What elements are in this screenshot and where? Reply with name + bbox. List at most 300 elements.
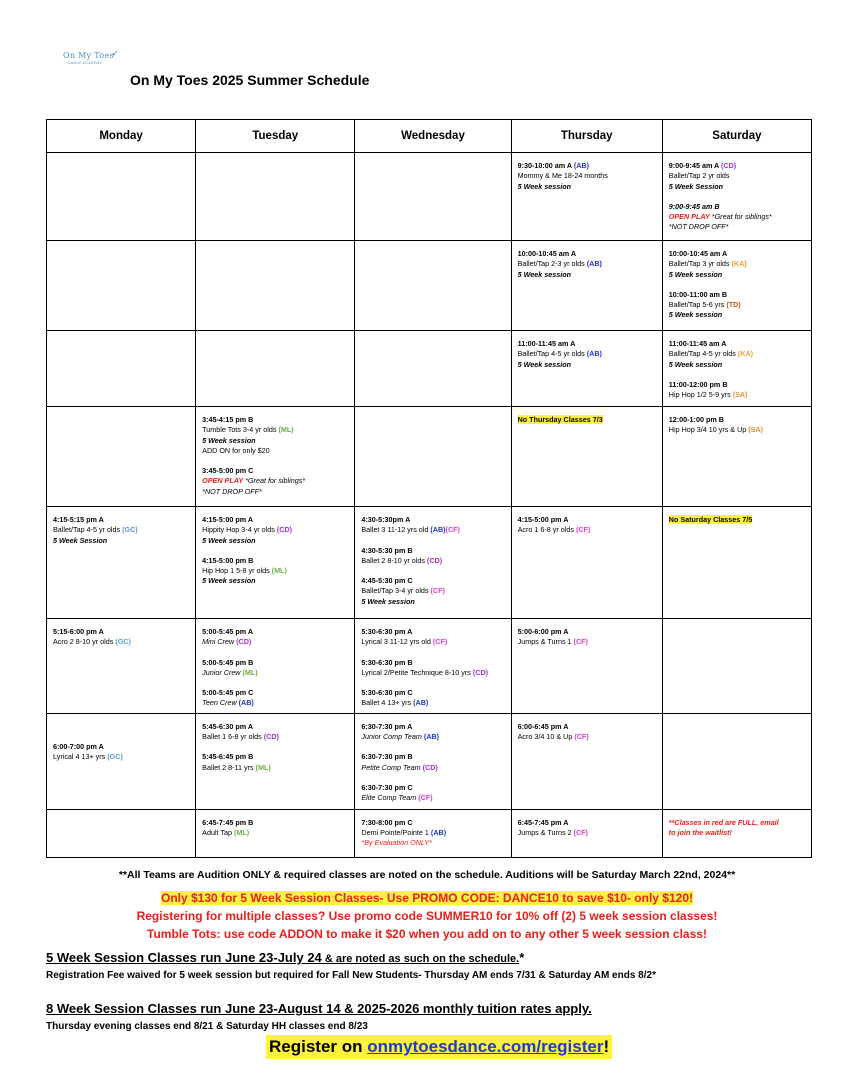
class-text: 11:00-11:45 am A	[668, 339, 727, 348]
class-text: 5:15-6:00 pm A	[53, 627, 104, 636]
register-banner	[266, 1035, 612, 1059]
class-text: 4:15-5:00 pm B	[202, 555, 254, 565]
instructor-tag: (KA)	[731, 259, 747, 269]
schedule-cell-wednesday	[355, 619, 511, 714]
class-text: **Classes in red are FULL, email	[668, 817, 779, 827]
class-line	[518, 515, 657, 525]
class-line	[202, 515, 349, 525]
instructor-tag: (ML)	[255, 762, 271, 772]
class-text: 5 Week session	[517, 269, 572, 279]
instructor-tag: (CD)	[720, 161, 737, 170]
class-text: 5 Week session	[202, 535, 256, 545]
class-text: No Saturday Classes 7/5	[668, 515, 753, 524]
class-line	[202, 525, 349, 535]
class-text: Ballet/Tap 2-3 yr olds	[517, 259, 587, 269]
instructor-tag: (CF)	[432, 637, 448, 647]
class-text: to join the waitlist!	[668, 828, 732, 838]
class-line	[361, 576, 505, 586]
class-line	[53, 525, 190, 535]
instructor-tag: (AB)	[430, 525, 446, 535]
class-line	[518, 161, 657, 171]
promo-dance10	[0, 891, 854, 905]
class-text: 6:45-7:45 pm B	[202, 817, 254, 827]
instructor-tag: (CD)	[472, 667, 489, 677]
schedule-body	[47, 153, 812, 858]
class-line	[669, 182, 806, 192]
line-gap	[361, 566, 505, 576]
class-text: Demi Pointe/Pointe 1	[361, 828, 431, 838]
class-text: Ballet 4 13+ yrs	[361, 698, 414, 708]
class-line	[669, 290, 806, 300]
instructor-tag: (CF)	[573, 637, 588, 647]
schedule-cell-tuesday	[196, 809, 355, 857]
schedule-row	[47, 331, 812, 407]
class-line	[669, 349, 806, 359]
class-text: Jumps & Turns 1	[517, 637, 574, 647]
class-text: 5:00-5:45 pm C	[202, 688, 254, 698]
instructor-tag: (CF)	[430, 586, 445, 596]
instructor-tag: (SA)	[748, 425, 764, 435]
class-line	[669, 310, 806, 320]
class-text: OPEN PLAY	[668, 212, 710, 222]
class-text: 10:00-11:00 am B	[668, 289, 728, 299]
class-text: Lyrical 4 13+ yrs	[53, 752, 108, 762]
class-text: 6:45-7:45 pm A	[517, 817, 569, 827]
class-text: 5 Week session	[517, 181, 572, 191]
class-line	[669, 360, 806, 370]
instructor-tag: (CF)	[574, 732, 589, 742]
schedule-cell-thursday	[511, 713, 662, 809]
class-text: 5:30-6:30 pm A	[361, 627, 413, 636]
class-text: 10:00-10:45 am A	[668, 249, 728, 258]
class-line	[669, 249, 806, 259]
class-line	[202, 487, 349, 497]
class-line	[202, 763, 349, 773]
class-text: ADD ON for only $20	[202, 445, 270, 455]
page-title: On My Toes 2025 Summer Schedule	[130, 72, 370, 88]
schedule-cell-monday	[47, 619, 196, 714]
schedule-cell-saturday	[662, 507, 811, 619]
class-text: 11:00-11:45 am A	[517, 339, 576, 348]
class-line	[669, 515, 806, 525]
class-line	[202, 828, 349, 838]
class-line	[202, 637, 349, 647]
class-text: 4:15-5:00 pm A	[202, 515, 254, 524]
class-line	[361, 546, 505, 556]
class-text: Hip Hop 1 5-8 yr olds	[202, 566, 272, 576]
five-week-heading	[46, 950, 524, 965]
schedule-cell-thursday	[511, 241, 662, 331]
class-line	[202, 722, 349, 732]
class-line	[361, 668, 505, 678]
schedule-cell-monday	[47, 713, 196, 809]
instructor-tag: (CD)	[276, 525, 293, 535]
class-line	[669, 390, 806, 400]
class-text: OPEN PLAY	[202, 476, 244, 486]
instructor-tag: (AB)	[573, 161, 589, 170]
class-text: Mini Crew	[202, 637, 237, 647]
instructor-tag: (GC)	[115, 637, 131, 647]
class-line	[202, 436, 349, 446]
class-line	[669, 212, 806, 222]
class-text: Tumble Tots 3-4 yr olds	[202, 425, 279, 435]
class-line	[202, 752, 349, 762]
register-link[interactable]: onmytoesdance.com/register	[367, 1037, 604, 1056]
class-line	[361, 838, 505, 848]
instructor-tag: (ML)	[278, 425, 294, 435]
class-text: Jumps & Turns 2	[517, 828, 574, 838]
schedule-row	[47, 507, 812, 619]
instructor-tag: (SA)	[732, 390, 748, 400]
day-header-thursday: Thursday	[511, 120, 662, 153]
class-text: *By Evaluation ONLY*	[361, 838, 432, 848]
class-text: 5 Week session	[668, 310, 723, 320]
class-line	[361, 637, 505, 647]
five-week-heading-main: 5 Week Session Classes run June 23-July 24	[46, 950, 322, 965]
class-text: 5 Week Session	[668, 181, 723, 191]
class-text: 5 Week session	[517, 359, 572, 369]
schedule-cell-wednesday	[355, 153, 511, 241]
class-text: Petite Comp Team	[361, 762, 423, 772]
class-text: Ballet 3 11-12 yrs old	[361, 525, 431, 535]
line-gap	[361, 678, 505, 688]
class-text: 5:30-6:30 pm C	[361, 688, 413, 698]
class-line	[518, 360, 657, 370]
class-text: 3:45-5:00 pm C	[202, 466, 254, 476]
register-suffix: !	[603, 1037, 610, 1056]
class-text: 5 Week session	[361, 596, 415, 606]
class-text-rest: *Great for siblings*	[243, 476, 306, 486]
class-line	[202, 732, 349, 742]
class-line	[518, 637, 657, 647]
instructor-tag: (CD)	[422, 762, 438, 772]
class-text: Ballet 2 8-10 yr olds	[361, 555, 427, 565]
class-line	[202, 415, 349, 425]
schedule-cell-tuesday	[196, 407, 355, 507]
day-header-tuesday: Tuesday	[196, 120, 355, 153]
class-line	[669, 300, 806, 310]
schedule-cell-tuesday	[196, 153, 355, 241]
class-line	[361, 597, 505, 607]
class-text: 4:30-5:30pm A	[361, 515, 411, 524]
class-text: Ballet 1 6-8 yr olds	[202, 732, 264, 742]
line-gap	[361, 648, 505, 658]
class-line	[53, 637, 190, 647]
class-line	[669, 259, 806, 269]
instructor-tag: (GC)	[107, 752, 123, 762]
class-line	[361, 732, 505, 742]
class-text: *NOT DROP OFF*	[668, 222, 729, 232]
schedule-cell-saturday	[662, 153, 811, 241]
class-text: 4:45-5:30 pm C	[361, 576, 413, 586]
class-line	[518, 339, 657, 349]
class-text: *NOT DROP OFF*	[202, 486, 262, 496]
class-line	[202, 466, 349, 476]
schedule-cell-saturday	[662, 619, 811, 714]
line-gap	[202, 648, 349, 658]
class-line	[361, 783, 505, 793]
schedule-row	[47, 809, 812, 857]
instructor-tag: (CD)	[263, 732, 279, 742]
class-text: 6:00-7:00 pm A	[53, 741, 104, 751]
class-line	[518, 828, 657, 838]
schedule-cell-monday	[47, 331, 196, 407]
instructor-tag: (AB)	[586, 349, 602, 359]
class-line	[518, 349, 657, 359]
class-line	[361, 658, 505, 668]
class-text: Ballet/Tap 4-5 yr olds	[668, 349, 738, 359]
class-text: No Thursday Classes 7/3	[517, 415, 603, 424]
class-line	[361, 698, 505, 708]
class-line	[202, 576, 349, 586]
schedule-cell-wednesday	[355, 507, 511, 619]
class-line	[361, 556, 505, 566]
class-text: Hip Hop 3/4 10 yrs & Up	[668, 425, 749, 435]
promo-dance10-text: Only $130 for 5 Week Session Classes- Use PROMO CODE: DANCE10 to save $10- only $120!	[161, 891, 693, 905]
class-line	[518, 249, 657, 259]
class-text: Acro 3/4 10 & Up	[517, 732, 575, 742]
schedule-cell-thursday	[511, 507, 662, 619]
instructor-tag: (AB)	[413, 698, 429, 708]
line-gap	[669, 192, 806, 202]
class-text: 5 Week session	[202, 576, 256, 586]
class-text: 9:30-10:00 am A	[517, 161, 574, 170]
class-line	[202, 688, 349, 698]
class-line	[202, 566, 349, 576]
five-week-note: Registration Fee waived for 5 week session but required for Fall New Students- Thursday AM ends 7/31 & Saturday AM ends 8/2*	[46, 970, 656, 981]
class-text: 10:00-10:45 am A	[517, 249, 577, 258]
class-line	[361, 586, 505, 596]
class-text: 12:00-1:00 pm B	[668, 415, 724, 424]
class-line	[361, 818, 505, 828]
schedule-cell-tuesday	[196, 507, 355, 619]
class-line	[518, 818, 657, 828]
class-text: 4:15-5:00 pm A	[517, 515, 569, 524]
instructor-tag: (TD)	[726, 300, 741, 310]
class-text: 5:45-6:45 pm B	[202, 752, 254, 762]
class-line	[202, 627, 349, 637]
schedule-cell-wednesday	[355, 809, 511, 857]
class-line	[669, 270, 806, 280]
class-line	[518, 525, 657, 535]
class-text: 5:00-5:45 pm A	[202, 627, 254, 636]
instructor-tag: (ML)	[234, 828, 250, 838]
class-text: Teen Crew	[202, 698, 239, 708]
class-text: 5 Week session	[668, 359, 723, 369]
bird-icon: ➶	[111, 48, 119, 58]
class-text: 7:30-8:00 pm C	[361, 817, 413, 827]
five-week-heading-suffix: & are noted as such on the schedule.	[321, 953, 520, 965]
line-gap	[361, 536, 505, 546]
class-text: 5 Week Session	[53, 535, 108, 545]
class-line	[518, 171, 657, 181]
class-text: 5:00-6:00 pm A	[517, 627, 569, 636]
class-line	[361, 525, 505, 535]
class-line	[361, 688, 505, 698]
line-gap	[669, 370, 806, 380]
schedule-cell-saturday	[662, 407, 811, 507]
class-line	[518, 722, 657, 732]
schedule-header-row	[47, 120, 812, 153]
class-line	[202, 476, 349, 486]
schedule-cell-wednesday	[355, 241, 511, 331]
instructor-tag: (CF)	[445, 525, 460, 535]
class-text: Ballet/Tap 2 yr olds	[668, 171, 730, 181]
eight-week-note: Thursday evening classes end 8/21 & Saturday HH classes end 8/23	[46, 1021, 368, 1032]
class-line	[202, 536, 349, 546]
schedule-cell-thursday	[511, 153, 662, 241]
instructor-tag: (KA)	[737, 349, 754, 359]
five-week-heading-star: *	[519, 950, 525, 965]
class-text: Lyrical 3 11-12 yrs old	[361, 637, 433, 647]
schedule-cell-tuesday	[196, 619, 355, 714]
schedule-cell-tuesday	[196, 331, 355, 407]
class-line	[669, 339, 806, 349]
class-text: Junior Crew	[202, 667, 243, 677]
schedule-cell-saturday	[662, 331, 811, 407]
schedule-cell-monday	[47, 241, 196, 331]
class-line	[669, 171, 806, 181]
instructor-tag: (CF)	[418, 793, 433, 803]
class-line	[53, 627, 190, 637]
class-line	[518, 627, 657, 637]
class-text: Ballet/Tap 3-4 yr olds	[361, 586, 431, 596]
class-line	[361, 763, 505, 773]
class-text: Mommy & Me 18-24 months	[517, 171, 608, 181]
day-header-saturday: Saturday	[662, 120, 811, 153]
class-line	[202, 556, 349, 566]
class-text: 5 Week session	[202, 435, 256, 445]
line-gap	[361, 773, 505, 783]
schedule-row	[47, 713, 812, 809]
class-text: Hippity Hop 3-4 yr olds	[202, 525, 277, 535]
class-text: 9:00-9:45 am B	[668, 201, 720, 211]
class-text: Ballet/Tap 4-5 yr olds	[53, 525, 123, 535]
class-text: Acro 2 8-10 yr olds	[53, 637, 116, 647]
schedule-cell-monday	[47, 809, 196, 857]
class-text: Ballet/Tap 4-5 yr olds	[517, 349, 587, 359]
instructor-tag: (AB)	[238, 698, 254, 708]
eight-week-heading: 8 Week Session Classes run June 23-August 14 & 2025-2026 monthly tuition rates apply.	[46, 1001, 592, 1016]
class-line	[202, 446, 349, 456]
class-line	[669, 161, 806, 171]
class-line	[202, 658, 349, 668]
instructor-tag: (CF)	[573, 828, 588, 838]
class-text: 6:00-6:45 pm A	[517, 721, 569, 731]
schedule-row	[47, 153, 812, 241]
class-text: 6:30-7:30 pm C	[361, 782, 413, 792]
instructor-tag: (AB)	[430, 828, 447, 838]
schedule-cell-tuesday	[196, 241, 355, 331]
class-line	[53, 515, 190, 525]
class-line	[669, 380, 806, 390]
instructor-tag: (AB)	[423, 732, 440, 742]
class-line	[361, 515, 505, 525]
class-text: 4:15-5:15 pm A	[53, 515, 104, 524]
day-header-wednesday: Wednesday	[355, 120, 511, 153]
instructor-tag: (CF)	[575, 525, 591, 535]
schedule-cell-saturday	[662, 241, 811, 331]
logo	[63, 48, 133, 69]
class-text: Acro 1 6-8 yr olds	[517, 525, 576, 535]
class-line	[361, 722, 505, 732]
class-text: 5:00-5:45 pm B	[202, 657, 254, 667]
class-line	[361, 793, 505, 803]
class-text: 6:30-7:30 pm B	[361, 752, 413, 762]
class-line	[669, 202, 806, 212]
class-line	[518, 415, 657, 425]
line-gap	[53, 722, 190, 732]
schedule-cell-thursday	[511, 407, 662, 507]
instructor-tag: (ML)	[242, 667, 258, 677]
class-line	[202, 668, 349, 678]
schedule-table	[46, 119, 812, 858]
class-text: Hip Hop 1/2 5-9 yrs	[668, 390, 733, 400]
class-text: 5 Week session	[668, 269, 723, 279]
class-line	[669, 415, 806, 425]
schedule-row	[47, 241, 812, 331]
class-line	[53, 536, 190, 546]
class-text: Elite Comp Team	[361, 793, 419, 803]
class-text: Ballet/Tap 5-6 yrs	[668, 300, 727, 310]
class-text: Adult Tap	[202, 828, 234, 838]
class-text-rest: *Great for siblings*	[709, 212, 772, 222]
class-line	[669, 818, 806, 828]
line-gap	[669, 280, 806, 290]
schedule-cell-thursday	[511, 331, 662, 407]
class-text: 3:45-4:15 pm B	[202, 415, 254, 424]
class-line	[518, 182, 657, 192]
line-gap	[202, 742, 349, 752]
schedule-cell-saturday	[662, 713, 811, 809]
class-line	[518, 732, 657, 742]
class-text: 4:30-5:30 pm B	[361, 545, 413, 555]
line-gap	[202, 678, 349, 688]
class-line	[669, 828, 806, 838]
class-text: Junior Comp Team	[361, 732, 424, 742]
instructor-tag: (CD)	[236, 637, 252, 647]
promo-summer10: Registering for multiple classes? Use promo code SUMMER10 for 10% off (2) 5 week session classes!	[136, 909, 718, 923]
promo-addon: Tumble Tots: use code ADDON to make it $20 when you add on to any other 5 week session class!	[147, 927, 707, 941]
schedule-cell-monday	[47, 507, 196, 619]
class-line	[202, 425, 349, 435]
class-line	[669, 425, 806, 435]
class-text: Ballet 2 8-11 yrs	[202, 762, 256, 772]
class-text: Ballet/Tap 3 yr olds	[668, 259, 732, 269]
schedule-cell-tuesday	[196, 713, 355, 809]
class-line	[669, 222, 806, 232]
line-gap	[53, 732, 190, 742]
day-header-monday: Monday	[47, 120, 196, 153]
line-gap	[202, 456, 349, 466]
schedule-cell-monday	[47, 153, 196, 241]
class-text: 11:00-12:00 pm B	[668, 379, 728, 389]
class-text: 5:30-6:30 pm B	[361, 657, 413, 667]
schedule-cell-wednesday	[355, 407, 511, 507]
line-gap	[202, 546, 349, 556]
class-text: 5:45-6:30 pm A	[202, 721, 254, 731]
teams-audition-note: **All Teams are Audition ONLY & required classes are noted on the schedule. Auditions will be Saturday March 22nd, 2024**	[118, 869, 736, 881]
class-line	[53, 752, 190, 762]
class-line	[518, 270, 657, 280]
schedule-row	[47, 619, 812, 714]
schedule-cell-saturday	[662, 809, 811, 857]
class-text: 6:30-7:30 pm A	[361, 721, 413, 731]
line-gap	[361, 742, 505, 752]
schedule-row	[47, 407, 812, 507]
class-line	[53, 742, 190, 752]
schedule-cell-wednesday	[355, 713, 511, 809]
